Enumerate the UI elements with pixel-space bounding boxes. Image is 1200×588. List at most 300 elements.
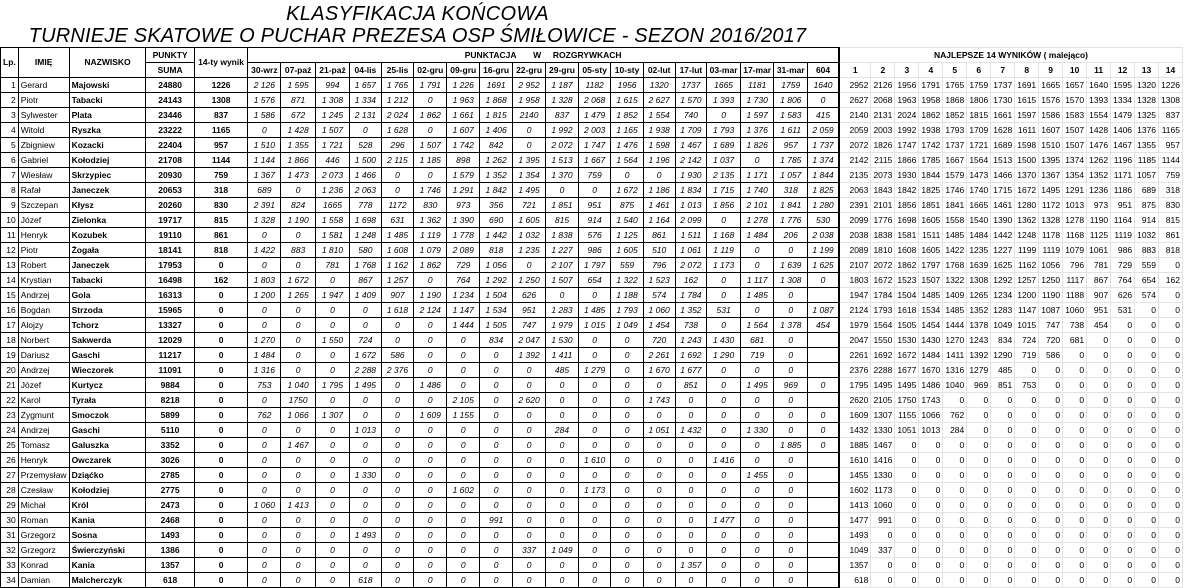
best-score-cell: 0 xyxy=(1111,573,1135,588)
score-cell: 1 595 xyxy=(281,78,315,93)
fourteenth-score-cell: 318 xyxy=(194,183,248,198)
score-cell: 0 xyxy=(447,573,480,588)
best-score-cell: 753 xyxy=(1015,378,1039,393)
best-score-cell: 2627 xyxy=(839,93,871,108)
sum-cell: 20260 xyxy=(146,198,194,213)
best-score-cell: 1784 xyxy=(871,288,895,303)
score-cell: 0 xyxy=(740,543,774,558)
table-row xyxy=(1,573,1200,588)
fourteenth-score-cell: 0 xyxy=(194,483,248,498)
header-punktacja-label: PUNKTACJA xyxy=(464,49,517,60)
score-cell: 0 xyxy=(281,228,315,243)
best-score-cell: 1852 xyxy=(943,108,967,123)
best-score-cell: 1292 xyxy=(991,273,1015,288)
best-score-cell: 1862 xyxy=(919,108,943,123)
score-cell: 2 107 xyxy=(546,258,579,273)
best-score-cell: 1117 xyxy=(1063,273,1087,288)
score-cell: 0 xyxy=(480,528,513,543)
score-cell: 0 xyxy=(447,453,480,468)
score-cell: 0 xyxy=(381,318,414,333)
score-cell xyxy=(808,513,839,528)
best-score-cell: 0 xyxy=(919,558,943,573)
score-cell: 1 611 xyxy=(774,123,808,138)
fourteenth-score-cell: 0 xyxy=(194,288,248,303)
score-cell: 1 507 xyxy=(315,123,349,138)
best-score-cell: 1484 xyxy=(967,228,991,243)
score-cell xyxy=(808,333,839,348)
best-score-cell: 914 xyxy=(1135,213,1159,228)
score-cell: 837 xyxy=(546,108,579,123)
best-score-cell: 2073 xyxy=(871,168,895,183)
last-name-cell: Janeczek xyxy=(69,183,146,198)
score-cell: 654 xyxy=(578,273,610,288)
best-score-cell: 0 xyxy=(967,438,991,453)
table-row xyxy=(1,513,1200,528)
fourteenth-score-cell: 815 xyxy=(194,213,248,228)
best-score-cell: 0 xyxy=(967,453,991,468)
score-cell: 1 165 xyxy=(611,123,643,138)
best-score-cell: 1049 xyxy=(839,543,871,558)
score-cell: 0 xyxy=(643,543,675,558)
best-score-cell: 0 xyxy=(1063,528,1087,543)
best-score-cell: 1416 xyxy=(871,453,895,468)
score-cell: 0 xyxy=(611,423,643,438)
score-cell: 0 xyxy=(248,468,281,483)
best-score-cell: 2047 xyxy=(839,333,871,348)
best-score-cell: 991 xyxy=(871,513,895,528)
score-cell: 1 605 xyxy=(611,243,643,258)
score-cell: 1 186 xyxy=(643,183,675,198)
score-cell: 631 xyxy=(381,213,414,228)
header-rank: 14 xyxy=(1159,63,1183,78)
score-cell: 1 776 xyxy=(774,213,808,228)
first-name-cell: Norbert xyxy=(18,333,69,348)
fourteenth-score-cell: 0 xyxy=(194,363,248,378)
score-cell: 1 168 xyxy=(707,228,741,243)
best-score-cell: 0 xyxy=(991,468,1015,483)
last-name-cell: Skrzypiec xyxy=(69,168,146,183)
best-score-cell: 1467 xyxy=(1111,138,1135,153)
best-score-cell: 1049 xyxy=(991,318,1015,333)
best-score-cell: 0 xyxy=(967,573,991,588)
score-cell: 0 xyxy=(480,558,513,573)
score-cell: 1 185 xyxy=(414,153,447,168)
score-cell: 0 xyxy=(315,528,349,543)
table-row xyxy=(1,78,1200,93)
header-date: 10-sty xyxy=(611,63,643,78)
header-rank: 7 xyxy=(991,63,1015,78)
fourteenth-score-cell: 0 xyxy=(194,423,248,438)
score-cell: 0 xyxy=(546,408,579,423)
score-cell: 0 xyxy=(707,408,741,423)
score-cell: 1 639 xyxy=(774,258,808,273)
best-score-cell: 1803 xyxy=(839,273,871,288)
last-name-cell: Gaschi xyxy=(69,348,146,363)
score-cell: 1640 xyxy=(808,78,839,93)
rank-cell: 14 xyxy=(1,273,19,288)
rank-cell: 9 xyxy=(1,198,19,213)
best-score-cell: 0 xyxy=(895,453,919,468)
best-score-cell: 0 xyxy=(1159,408,1183,423)
score-cell: 1 784 xyxy=(675,288,707,303)
score-cell: 0 xyxy=(611,468,643,483)
best-score-cell: 0 xyxy=(1039,483,1063,498)
best-score-cell: 0 xyxy=(1159,393,1183,408)
score-cell: 0 xyxy=(447,423,480,438)
best-score-cell: 0 xyxy=(967,528,991,543)
best-score-cell: 1885 xyxy=(839,438,871,453)
score-cell: 1181 xyxy=(740,78,774,93)
score-cell: 0 xyxy=(315,318,349,333)
best-score-cell: 0 xyxy=(871,558,895,573)
score-cell: 0 xyxy=(414,528,447,543)
score-cell: 1 540 xyxy=(611,213,643,228)
score-cell: 1 015 xyxy=(578,318,610,333)
score-cell: 0 xyxy=(281,363,315,378)
table-row xyxy=(1,408,1200,423)
best-score-cell: 559 xyxy=(1135,258,1159,273)
best-score-cell: 0 xyxy=(919,573,943,588)
score-cell: 1 495 xyxy=(740,378,774,393)
best-score-cell: 1797 xyxy=(919,258,943,273)
best-score-cell: 1051 xyxy=(895,423,919,438)
score-cell: 830 xyxy=(414,198,447,213)
best-score-cell: 1866 xyxy=(895,153,919,168)
best-score-cell: 1442 xyxy=(991,228,1015,243)
score-cell: 842 xyxy=(480,138,513,153)
score-cell: 0 xyxy=(381,438,414,453)
best-score-cell: 1564 xyxy=(967,153,991,168)
table-row xyxy=(1,138,1200,153)
rank-cell: 10 xyxy=(1,213,19,228)
score-cell: 1 049 xyxy=(611,318,643,333)
best-score-cell: 1743 xyxy=(919,393,943,408)
best-score-cell: 1605 xyxy=(919,243,943,258)
fourteenth-score-cell: 1165 xyxy=(194,123,248,138)
best-score-cell: 0 xyxy=(1111,513,1135,528)
best-score-cell: 818 xyxy=(1159,243,1183,258)
score-cell: 2 131 xyxy=(350,108,381,123)
first-name-cell: Robert xyxy=(18,258,69,273)
sum-cell: 1493 xyxy=(146,528,194,543)
best-score-cell: 1079 xyxy=(1063,243,1087,258)
best-score-cell: 1057 xyxy=(1135,168,1159,183)
best-score-cell: 1826 xyxy=(871,138,895,153)
score-cell: 0 xyxy=(675,468,707,483)
table-row xyxy=(1,243,1200,258)
header-rank: 8 xyxy=(1015,63,1039,78)
score-cell: 0 xyxy=(248,423,281,438)
best-score-cell: 1013 xyxy=(1063,198,1087,213)
best-score-cell: 837 xyxy=(1159,108,1183,123)
last-name-cell: Kozacki xyxy=(69,138,146,153)
header-date: 21-paź xyxy=(315,63,349,78)
score-cell: 0 xyxy=(281,183,315,198)
best-score-cell: 1667 xyxy=(943,153,967,168)
score-cell: 1 476 xyxy=(611,138,643,153)
best-score-cell: 1178 xyxy=(1039,228,1063,243)
best-score-cell: 586 xyxy=(1039,348,1063,363)
score-cell: 0 xyxy=(480,438,513,453)
score-cell: 0 xyxy=(578,543,610,558)
table-row xyxy=(1,153,1200,168)
rank-cell: 28 xyxy=(1,483,19,498)
best-score-cell: 1257 xyxy=(1015,273,1039,288)
score-cell: 1 173 xyxy=(707,258,741,273)
header-rank: 10 xyxy=(1063,63,1087,78)
score-cell: 1 507 xyxy=(414,138,447,153)
first-name-cell: Roman xyxy=(18,513,69,528)
best-score-cell: 1765 xyxy=(943,78,967,93)
score-cell: 0 xyxy=(546,438,579,453)
score-cell: 1 409 xyxy=(350,288,381,303)
best-score-cell: 1155 xyxy=(895,408,919,423)
score-cell: 0 xyxy=(774,453,808,468)
score-cell: 2 620 xyxy=(513,393,546,408)
header-imie: IMIĘ xyxy=(18,48,69,78)
score-cell: 1 308 xyxy=(774,273,808,288)
score-cell: 0 xyxy=(414,498,447,513)
score-cell: 0 xyxy=(480,348,513,363)
fourteenth-score-cell: 830 xyxy=(194,198,248,213)
table-row xyxy=(1,438,1200,453)
score-cell: 1 715 xyxy=(707,183,741,198)
score-cell: 0 xyxy=(480,393,513,408)
score-cell: 991 xyxy=(480,513,513,528)
best-score-cell: 0 xyxy=(1135,408,1159,423)
score-cell: 1 234 xyxy=(447,288,480,303)
best-score-cell: 1395 xyxy=(1039,153,1063,168)
score-cell: 1 352 xyxy=(675,303,707,318)
score-cell: 0 xyxy=(546,498,579,513)
fourteenth-score-cell: 759 xyxy=(194,168,248,183)
best-score-cell: 681 xyxy=(1063,333,1087,348)
score-cell: 1 051 xyxy=(643,423,675,438)
best-score-cell: 0 xyxy=(895,498,919,513)
score-cell: 1 330 xyxy=(740,423,774,438)
best-score-cell: 1851 xyxy=(919,198,943,213)
best-score-cell: 1357 xyxy=(839,558,871,573)
score-cell: 0 xyxy=(447,558,480,573)
best-score-cell: 0 xyxy=(1111,438,1135,453)
header-rank: 13 xyxy=(1135,63,1159,78)
score-cell: 2 047 xyxy=(513,333,546,348)
best-score-cell: 0 xyxy=(967,423,991,438)
best-score-cell: 1280 xyxy=(1015,198,1039,213)
last-name-cell: Kołodziej xyxy=(69,483,146,498)
table-row xyxy=(1,483,1200,498)
header-rank: 5 xyxy=(943,63,967,78)
best-score-cell: 0 xyxy=(919,543,943,558)
score-cell: 0 xyxy=(675,408,707,423)
score-cell: 1 581 xyxy=(315,228,349,243)
score-cell: 1 262 xyxy=(480,153,513,168)
best-score-cell: 1615 xyxy=(1015,93,1039,108)
score-cell: 1 357 xyxy=(675,558,707,573)
score-cell: 1 422 xyxy=(248,243,281,258)
first-name-cell: Gabriel xyxy=(18,153,69,168)
best-score-cell: 0 xyxy=(1039,468,1063,483)
best-score-cell: 654 xyxy=(1135,273,1159,288)
best-score-cell: 0 xyxy=(1063,498,1087,513)
score-cell: 2 024 xyxy=(381,108,414,123)
score-cell: 1 291 xyxy=(447,183,480,198)
best-score-cell: 1640 xyxy=(1087,78,1111,93)
best-score-cell: 0 xyxy=(1135,513,1159,528)
score-cell: 2140 xyxy=(513,108,546,123)
table-row xyxy=(1,348,1200,363)
score-cell: 1 692 xyxy=(675,348,707,363)
header-rank: 1 xyxy=(839,63,871,78)
score-cell: 1 190 xyxy=(281,213,315,228)
best-score-cell: 0 xyxy=(1111,498,1135,513)
first-name-cell: Andrzej xyxy=(18,423,69,438)
score-cell: 0 xyxy=(315,438,349,453)
rank-cell: 16 xyxy=(1,303,19,318)
first-name-cell: Zbigniew xyxy=(18,138,69,153)
best-score-cell: 1430 xyxy=(919,333,943,348)
score-cell: 0 xyxy=(414,123,447,138)
header-punkty: PUNKTY xyxy=(146,48,194,63)
best-score-cell: 2107 xyxy=(839,258,871,273)
best-score-cell: 0 xyxy=(991,438,1015,453)
score-cell: 0 xyxy=(643,453,675,468)
best-score-cell: 0 xyxy=(1111,558,1135,573)
score-cell: 0 xyxy=(315,573,349,588)
best-score-cell: 0 xyxy=(1087,393,1111,408)
first-name-cell: Witold xyxy=(18,123,69,138)
score-cell: 1 930 xyxy=(675,168,707,183)
score-cell: 574 xyxy=(643,288,675,303)
best-score-cell: 867 xyxy=(1087,273,1111,288)
score-cell: 1 586 xyxy=(248,108,281,123)
best-score-cell: 2142 xyxy=(839,153,871,168)
best-score-cell: 0 xyxy=(1159,423,1183,438)
score-cell: 0 xyxy=(381,468,414,483)
score-cell: 0 xyxy=(513,258,546,273)
score-cell: 485 xyxy=(546,363,579,378)
score-cell: 415 xyxy=(808,108,839,123)
best-score-cell: 1328 xyxy=(1135,93,1159,108)
last-name-cell: Malcherczyk xyxy=(69,573,146,588)
best-score-cell: 1454 xyxy=(919,318,943,333)
rank-cell: 29 xyxy=(1,498,19,513)
score-cell: 1 495 xyxy=(350,378,381,393)
score-cell: 0 xyxy=(315,558,349,573)
score-cell: 580 xyxy=(350,243,381,258)
score-cell: 1956 xyxy=(611,78,643,93)
rank-cell: 15 xyxy=(1,288,19,303)
best-score-cell: 0 xyxy=(1087,378,1111,393)
score-cell: 0 xyxy=(578,393,610,408)
fourteenth-score-cell: 957 xyxy=(194,138,248,153)
score-cell: 0 xyxy=(480,573,513,588)
best-score-cell: 0 xyxy=(1015,423,1039,438)
score-cell xyxy=(808,468,839,483)
score-cell: 1 505 xyxy=(480,318,513,333)
best-score-cell: 2072 xyxy=(839,138,871,153)
best-score-cell: 0 xyxy=(1063,558,1087,573)
score-cell: 0 xyxy=(350,393,381,408)
best-score-cell: 1963 xyxy=(895,93,919,108)
score-cell: 0 xyxy=(675,528,707,543)
score-cell: 1 607 xyxy=(447,123,480,138)
score-cell: 0 xyxy=(611,558,643,573)
score-cell: 1 411 xyxy=(546,348,579,363)
best-score-cell: 1665 xyxy=(1039,78,1063,93)
score-cell: 1 844 xyxy=(808,168,839,183)
best-score-cell: 1958 xyxy=(919,93,943,108)
table-row xyxy=(1,228,1200,243)
fourteenth-score-cell: 0 xyxy=(194,513,248,528)
best-score-cell: 1862 xyxy=(895,258,919,273)
last-name-cell: Kania xyxy=(69,558,146,573)
score-cell: 0 xyxy=(281,423,315,438)
sum-cell: 17953 xyxy=(146,258,194,273)
score-cell: 0 xyxy=(513,123,546,138)
best-score-cell: 0 xyxy=(1135,483,1159,498)
sum-cell: 5110 xyxy=(146,423,194,438)
score-cell: 0 xyxy=(774,528,808,543)
score-cell: 0 xyxy=(611,543,643,558)
score-cell: 0 xyxy=(480,483,513,498)
best-score-cell: 0 xyxy=(991,393,1015,408)
best-score-cell: 1307 xyxy=(871,408,895,423)
header-date: 04-lis xyxy=(350,63,381,78)
best-score-cell: 0 xyxy=(1015,363,1039,378)
header-rank: 12 xyxy=(1111,63,1135,78)
best-score-cell: 0 xyxy=(1111,333,1135,348)
score-cell: 0 xyxy=(248,543,281,558)
best-score-cell: 1602 xyxy=(839,483,871,498)
score-cell: 0 xyxy=(350,408,381,423)
best-score-cell: 1611 xyxy=(1015,123,1039,138)
score-cell: 1 188 xyxy=(611,288,643,303)
best-score-cell: 0 xyxy=(1087,573,1111,588)
best-score-cell: 0 xyxy=(1159,498,1183,513)
fourteenth-score-cell: 0 xyxy=(194,258,248,273)
score-cell: 0 xyxy=(248,123,281,138)
header-rozgrywkach-label: ROZGRYWKACH xyxy=(552,49,622,60)
score-cell: 1 628 xyxy=(381,123,414,138)
table-row xyxy=(1,303,1200,318)
score-cell: 0 xyxy=(513,513,546,528)
score-cell: 0 xyxy=(381,498,414,513)
score-cell: 1 672 xyxy=(350,348,381,363)
sum-cell: 2473 xyxy=(146,498,194,513)
score-cell: 0 xyxy=(675,393,707,408)
best-score-cell: 1013 xyxy=(919,423,943,438)
best-score-cell: 1742 xyxy=(919,138,943,153)
first-name-cell: Piotr xyxy=(18,243,69,258)
score-cell: 1 060 xyxy=(643,303,675,318)
score-cell: 0 xyxy=(578,348,610,363)
score-cell: 681 xyxy=(740,333,774,348)
header-date: 02-gru xyxy=(414,63,447,78)
best-score-cell: 0 xyxy=(1039,408,1063,423)
best-score-cell: 1672 xyxy=(1015,183,1039,198)
score-cell: 1 032 xyxy=(513,228,546,243)
last-name-cell: Kozubek xyxy=(69,228,146,243)
score-cell: 1 374 xyxy=(808,153,839,168)
best-score-cell: 762 xyxy=(943,408,967,423)
score-cell: 0 xyxy=(675,573,707,588)
score-cell: 1 013 xyxy=(350,423,381,438)
sum-cell: 2785 xyxy=(146,468,194,483)
best-score-cell: 0 xyxy=(1111,378,1135,393)
best-score-cell: 0 xyxy=(895,513,919,528)
score-cell: 0 xyxy=(740,438,774,453)
